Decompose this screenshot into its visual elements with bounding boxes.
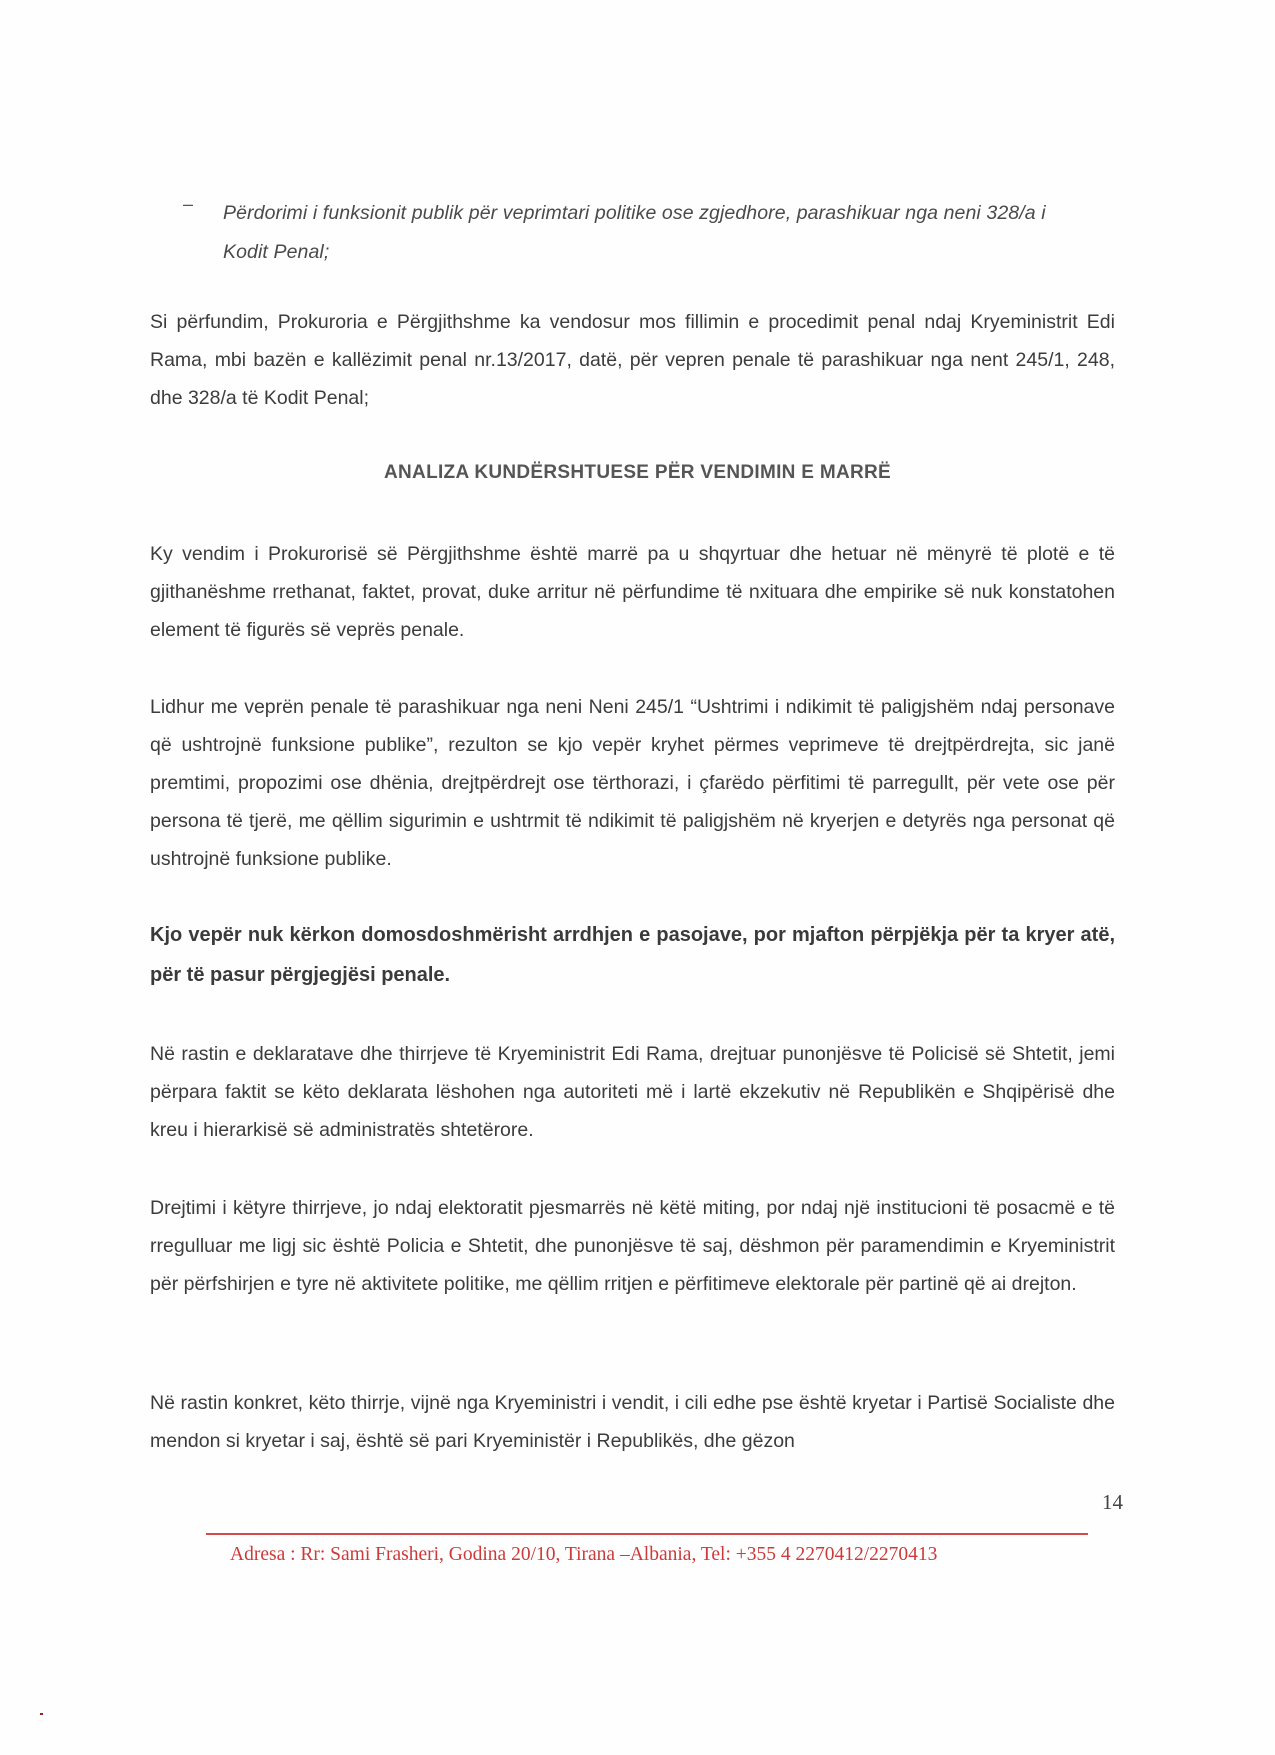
page-number: 14 [1102,1490,1123,1514]
paragraph: Në rastin konkret, këto thirrje, vijnë nga Kryeministri i vendit, i cili edhe pse është kryetar i Partisë Socialiste dhe mendon si kryetar i saj, është së pari Kryeministër i Republikës, dhe gëzon [150,1392,1115,1452]
bullet-item [183,194,1083,272]
bold-paragraph: Kjo vepër nuk kërkon domosdoshmërisht arrdhjen e pasojave, por mjafton përpjëkja për ta kryer atë, për të pasur përgjegjësi penale. [150,924,1115,986]
footer-address: Adresa : Rr: Sami Frasheri, Godina 20/10, Tirana –Albania, Tel: +355 4 2270412/2270413 [230,1544,938,1565]
conclusion-paragraph: Si përfundim, Prokuroria e Përgjithshme ka vendosur mos fillimin e procedimit penal ndaj Kryeministrit Edi Rama, mbi bazën e kallëzimit penal nr.13/2017, datë, për vepren penale të parashikuar nga nent 245/1, 248, dhe 328/a të Kodit Penal; [150,311,1115,409]
paragraph: Ky vendim i Prokurorisë së Përgjithshme është marrë pa u shqyrtuar dhe hetuar në mënyrë të plotë e të gjithanëshme rrethanat, faktet, provat, duke arritur në përfundime të nxituara dhe empirike së nuk konstatohen element të figurës së veprës penale. [150,543,1115,641]
dash-bullet-icon: – [183,194,194,214]
paragraph: Në rastin e deklaratave dhe thirrjeve të Kryeministrit Edi Rama, drejtuar punonjësve të Policisë së Shtetit, jemi përpara faktit se këto deklarata lëshohen nga autoriteti më i lartë ekzekutiv në Republikën e Shqipërisë dhe kreu i hierarkisë së administratës shtetërore. [150,1043,1115,1141]
footer-divider [206,1533,1088,1535]
bullet-text: Përdorimi i funksionit publik për veprimtari politike ose zgjedhore, parashikuar nga neni 328/a i Kodit Penal; [223,202,1046,263]
paragraph: Drejtimi i këtyre thirrjeve, jo ndaj elektoratit pjesmarrës në këtë miting, por ndaj një institucioni të posacmë e të rregulluar me ligj sic është Policia e Shtetit, dhe punonjësve të saj, dëshmon për paramendimin e Kryeministrit për përfshirjen e tyre në aktivitete politike, me qëllim rritjen e përfitimeve elektorale për partinë që ai drejton. [150,1197,1115,1295]
paragraph: Lidhur me veprën penale të parashikuar nga neni Neni 245/1 “Ushtrimi i ndikimit të paligjshëm ndaj personave që ushtrojnë funksione publike”, rezulton se kjo vepër kryhet përmes veprimeve të drejtpërdrejta, sic janë premtimi, propozimi ose dhënia, drejtpërdrejt ose tërthorazi, i çfarëdo përfitimi të parregullt, për vete ose për persona të tjerë, me qëllim sigurimin e ushtrmit të ndikimit të paligjshëm në kryerjen e detyrës nga personat që ushtrojnë funksione publike. [150,696,1115,870]
scan-speck [40,1713,43,1715]
section-heading: ANALIZA KUNDËRSHTUESE PËR VENDIMIN E MARRË [384,462,891,483]
